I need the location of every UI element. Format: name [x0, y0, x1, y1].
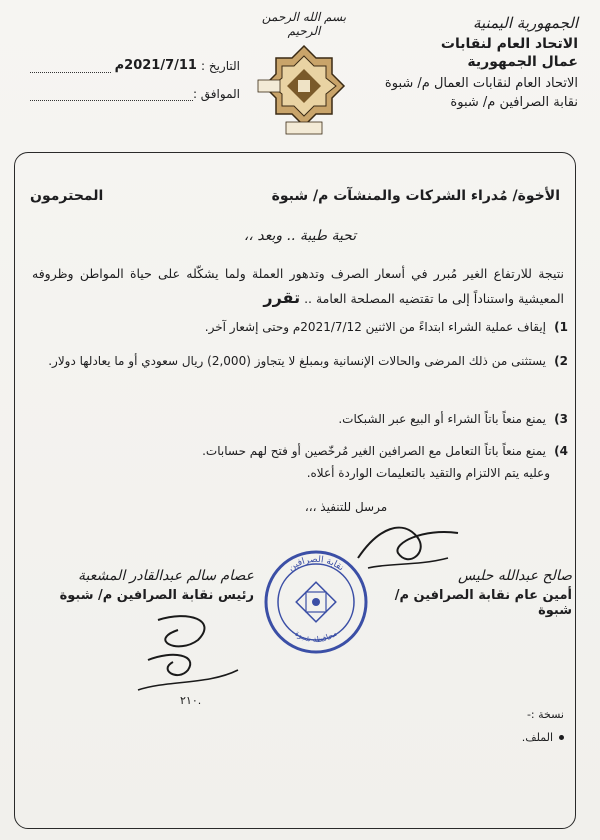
federation-line-1: الاتحاد العام لنقابات — [440, 36, 578, 52]
syndicate-name: نقابة الصرافين م/ شبوة — [450, 95, 578, 110]
letterhead-right — [378, 14, 578, 110]
greeting: تحية طيبة .. وبعد ،، — [243, 228, 357, 244]
addressee: الأخوة/ مُدراء الشركات والمنشآت م/ شبوة — [271, 188, 560, 204]
signature-scribble-icon — [118, 600, 258, 710]
intro-paragraph — [32, 262, 564, 311]
honorific: المحترمون — [30, 188, 104, 204]
list-item — [32, 440, 568, 462]
syndicate-logo — [256, 42, 352, 138]
signature-secretary — [362, 568, 572, 618]
item-text: إيقاف عملية الشراء ابتداءً من الاثنين 2021/7/12م وحتى إشعار آخر. — [204, 320, 546, 334]
bullet-icon — [559, 735, 564, 740]
corresponding-dotted-line — [30, 90, 193, 101]
closing-sentence: وعليه يتم الالتزام والتقيد بالتعليمات الواردة أعلاه. — [306, 466, 550, 480]
item-number: 3) — [554, 412, 568, 426]
stamp-top-text: نقابة الصرافين — [286, 554, 346, 574]
send-for-execution: مرسل للتنفيذ ،،، — [304, 500, 388, 514]
secretary-title: أمين عام نقابة الصرافين م/ شبوة — [394, 588, 572, 618]
president-name: عصام سالم عبدالقادر المشعبة — [77, 568, 254, 584]
svg-text:محافظة شبوة — [293, 629, 339, 645]
list-item — [32, 408, 568, 430]
list-item — [32, 316, 568, 338]
item-number: 2) — [554, 354, 568, 368]
republic-name: الجمهورية اليمنية — [472, 14, 578, 32]
item-text: يمنع منعاً باتاً التعامل مع الصرافين الغير مُرخّصين أو فتح لهم حسابات. — [202, 444, 546, 458]
addressee-row — [30, 188, 560, 204]
copies-item — [364, 731, 564, 744]
item-text: يستثنى من ذلك المرضى والحالات الإنسانية وبمبلغ لا يتجاوز (2,000) ريال سعودي أو ما يعادلها دولار. — [48, 354, 546, 368]
item-number: 4) — [554, 444, 568, 458]
date-block — [30, 58, 240, 115]
list-item — [32, 350, 568, 372]
decide-word: تقرر — [263, 288, 301, 307]
copies-section — [364, 708, 564, 744]
letterhead-center — [244, 10, 364, 138]
signature-president — [44, 568, 254, 603]
secretary-name: صالح عبدالله حليس — [458, 568, 572, 584]
svg-text:٢١٠.: ٢١٠. — [180, 694, 202, 707]
copies-label: نسخة :- — [526, 708, 564, 721]
stamp-bottom-text: محافظة شبوة — [293, 628, 339, 645]
copies-file: الملف. — [521, 731, 553, 744]
item-text: يمنع منعاً باتاً الشراء أو البيع عبر الشبكات. — [338, 412, 546, 426]
basmala: بسم الله الرحمن الرحيم — [261, 10, 347, 38]
intro-text: نتيجة للارتفاع الغير مُبرر في أسعار الصرف وتدهور العملة ولما يشكّله على حياة المواطن وظروفه المعيشية واستناداً إلى ما تقتضيه المصلحة العامة .. — [32, 266, 564, 306]
president-title: رئيس نقابة الصرافين م/ شبوة — [59, 588, 254, 603]
corresponding-label: الموافق : — [192, 87, 240, 101]
item-number: 1) — [554, 320, 568, 334]
date-dotted-line — [30, 62, 111, 73]
date-value: 2021/7/11م — [114, 58, 197, 73]
corresponding-row — [30, 87, 240, 101]
federation-line-2: عمال الجمهورية — [467, 54, 578, 70]
official-stamp-icon — [262, 548, 370, 656]
date-label: التاريخ : — [200, 59, 240, 73]
branch-name: الاتحاد العام لنقابات العمال م/ شبوة — [384, 76, 578, 91]
date-row — [30, 58, 240, 73]
